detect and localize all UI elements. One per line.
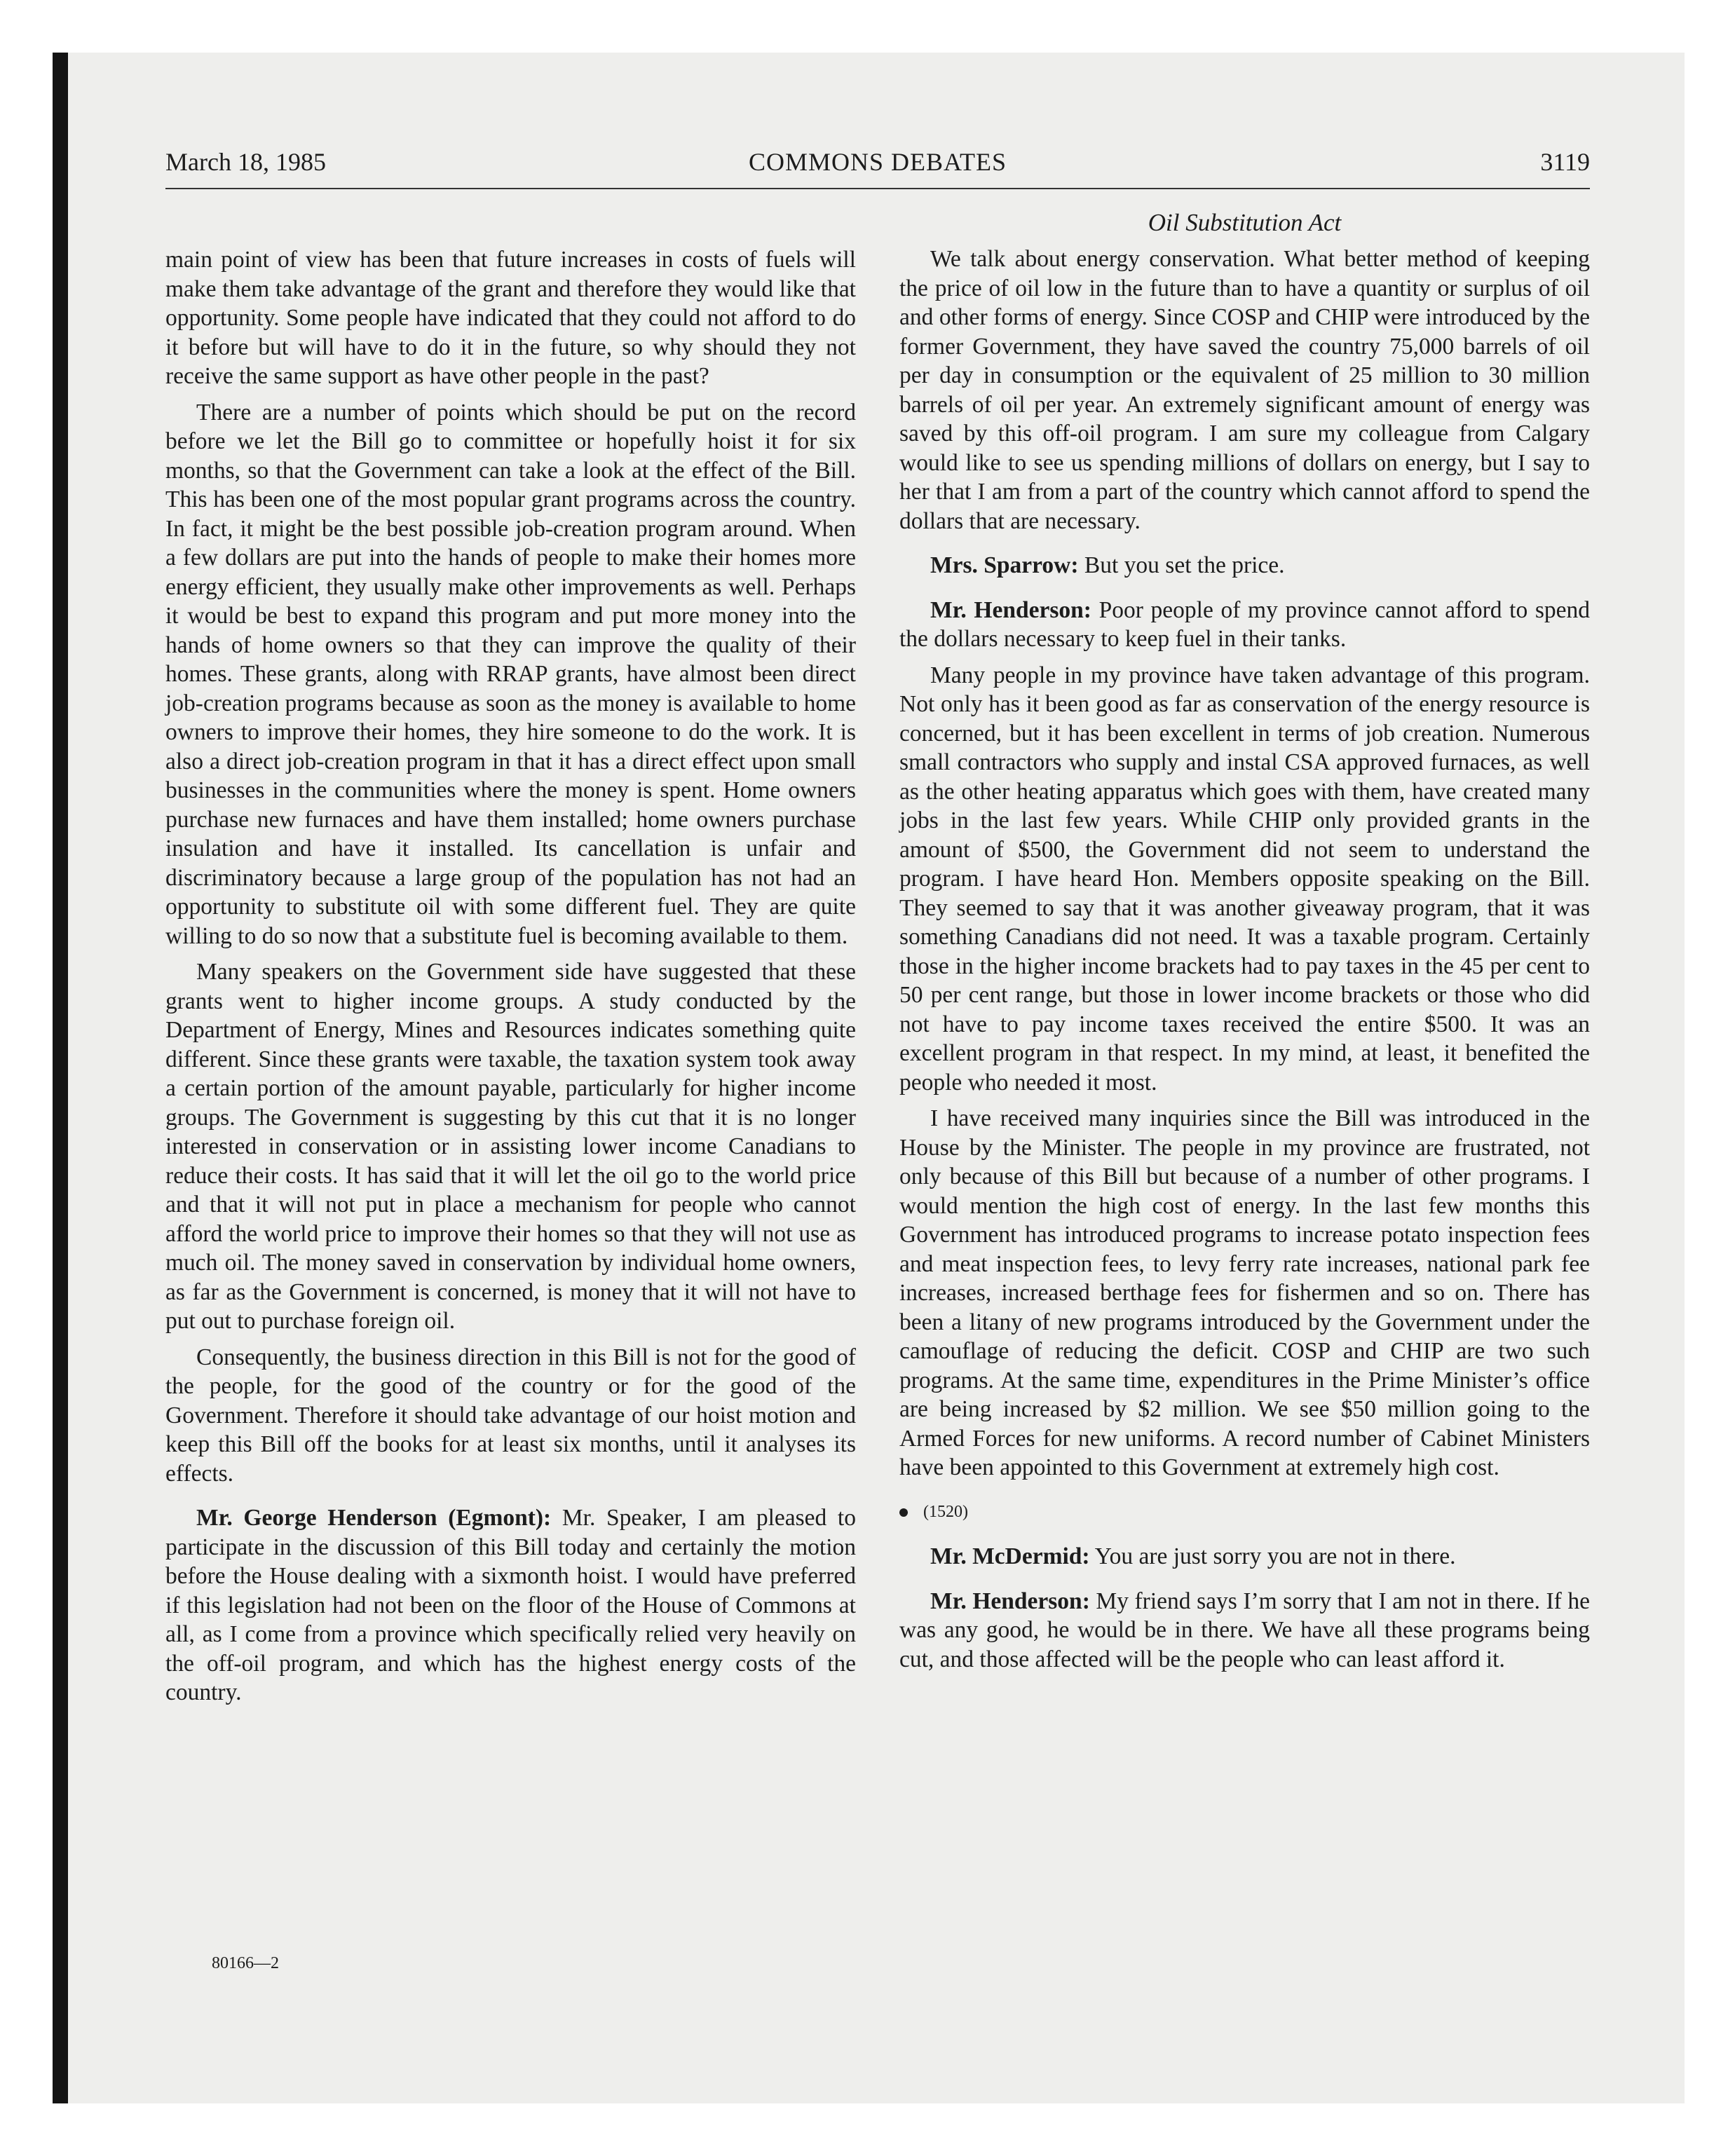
- speaker-name: Mr. McDermid:: [930, 1543, 1090, 1569]
- speech-paragraph: [899, 1587, 1590, 1674]
- right-column: [899, 207, 1590, 1681]
- body-paragraph: main point of view has been that future increases in costs of fuels will make them take advantage of the grant and therefore they would like that opportunity. Some people have indicated that they could not afford to do it before but will have to do it in the future, so why should they not receive the same support as have other people in the past?: [165, 247, 856, 389]
- header-page-number: 3119: [1540, 148, 1590, 176]
- header-rule: [165, 188, 1590, 189]
- running-header: [165, 140, 1590, 184]
- speech-paragraph: [899, 551, 1590, 580]
- speaker-name: Mrs. Sparrow:: [930, 552, 1079, 578]
- speech-text: Poor people of my province cannot afford to spend the dollars necessary to keep fuel in their tanks.: [899, 596, 1590, 652]
- bullet-icon: [899, 1508, 908, 1517]
- time-marker: [899, 1498, 1590, 1527]
- section-title: Oil Substitution Act: [1148, 209, 1342, 236]
- left-column: [165, 245, 856, 1714]
- speech-paragraph: [165, 1503, 856, 1707]
- speaker-name: Mr. Henderson:: [930, 1588, 1090, 1614]
- right-column-body: [899, 245, 1590, 1674]
- body-paragraph: We talk about energy conservation. What better method of keeping the price of oil low in the future than to have a quantity or surplus of oil and other forms of energy. Since COSP and CHIP were introduced by the former Government, they have saved the country 75,000 barrels of oil per day in consumption or the equivalent of 25 million to 30 million barrels of oil per year. An extremely significant amount of energy was saved by this off-oil program. I am sure my colleague from Calgary would like to see us spending millions of dollars on energy, but I say to her that I am from a part of the country which cannot afford to spend the dollars that are necessary.: [899, 246, 1590, 534]
- time-marker-text: (1520): [923, 1502, 968, 1521]
- speech-text: Mr. Speaker, I am pleased to participate in the discussion of this Bill today and certainly the motion before the House dealing with a sixmonth hoist. I would have preferred if this legislation had not been on the floor of the House of Commons at all, as I come from a province which specifically relied very heavily on the off-oil program, and which has the highest energy costs of the country.: [165, 1505, 856, 1705]
- speaker-name: Mr. George Henderson (Egmont):: [196, 1505, 552, 1531]
- body-paragraph: There are a number of points which should be put on the record before we let the Bill go to committee or hopefully hoist it for six months, so that the Government can take a look at the effect of the Bill. This has been one of the most popular grant programs across the country. In fact, it might be the best possible job-creation program around. When a few dollars are put into the hands of people to make their homes more energy efficient, they usually make other improvements as well. Perhaps it would be best to expand this program and put more money into the hands of home owners so that they can improve the quality of their homes. These grants, along with RRAP grants, have almost been direct job-creation programs because as soon as the money is available to home owners to improve their homes, they hire someone to do the work. It is also a direct job-creation program in that it has a direct effect upon small businesses in the communities where the money is spent. Home owners purchase new furnaces and have them installed; home owners purchase insulation and have it installed. Its cancellation is unfair and discriminatory because a large group of the population has not had an opportunity to substitute oil with some different fuel. They are quite willing to do so now that a substitute fuel is becoming available to them.: [165, 399, 856, 949]
- speaker-name: Mr. Henderson:: [930, 596, 1091, 623]
- speech-text: My friend says I’m sorry that I am not in there. If he was any good, he would be in there. We have all these programs being cut, and those affected will be the people who can least afford it.: [899, 1588, 1591, 1672]
- header-publication: COMMONS DEBATES: [748, 148, 1007, 176]
- speech-paragraph: [899, 596, 1590, 654]
- body-paragraph: Many people in my province have taken advantage of this program. Not only has it been good as far as conservation of the energy resource is concerned, but it has been excellent in terms of job creation. Numerous small contractors who supply and instal CSA approved furnaces, as well as the other heating apparatus which goes with them, have created many jobs in the last few years. While CHIP only provided grants in the amount of $500, the Government did not seem to understand the program. I have heard Hon. Members opposite speaking on the Bill. They seemed to say that it was another giveaway program, that it was something Canadians did not need. It was a taxable program. Certainly those in the higher income brackets had to pay taxes in the 45 per cent to 50 per cent range, but those in lower income brackets or those who did not have to pay income taxes received the entire $500. It was an excellent program in that respect. In my mind, at least, it benefited the people who needed it most.: [899, 662, 1590, 1096]
- body-paragraph: I have received many inquiries since the Bill was introduced in the House by the Minister. The people in my province are frustrated, not only because of this Bill but because of a number of other programs. I would mention the high cost of energy. In the last few months this Government has introduced programs to increase potato inspection fees and meat inspection fees, to levy ferry rate increases, national park fee increases, increased berthage fees for fishermen and so on. There has been a litany of new programs introduced by the Government under the camouflage of reducing the deficit. COSP and CHIP are two such programs. At the same time, expenditures in the Prime Minister’s office are being increased by $2 million. We see $50 million going to the Armed Forces for new uniforms. A record number of Cabinet Ministers have been appointed to this Government at extremely high cost.: [899, 1105, 1590, 1480]
- footer-code: 80166—2: [212, 1954, 279, 1972]
- document-page: [165, 140, 1590, 2019]
- speech-text: But you set the price.: [1084, 552, 1285, 578]
- speech-text: You are just sorry you are not in there.: [1094, 1543, 1456, 1569]
- body-paragraph: Many speakers on the Government side have suggested that these grants went to higher income groups. A study conducted by the Department of Energy, Mines and Resources indicates something quite different. Since these grants were taxable, the taxation system took away a certain portion of the amount payable, particularly for higher income groups. The Government is suggesting by this cut that it is no longer interested in conservation or in assisting lower income Canadians to reduce their costs. It has said that it will let the oil go to the world price and that it will not put in place a mechanism for people who cannot afford the world price to improve their homes so that they will not use as much oil. The money saved in conservation by individual home owners, as far as the Government is concerned, is money that it will not have to put out to purchase foreign oil.: [165, 959, 856, 1334]
- speech-paragraph: [899, 1542, 1590, 1571]
- scan-binding-edge: [53, 53, 68, 2103]
- header-date: March 18, 1985: [165, 148, 326, 176]
- body-paragraph: Consequently, the business direction in this Bill is not for the good of the people, for the good of the country or for the good of the Government. Therefore it should take advantage of our hoist motion and keep this Bill off the books for at least six months, until it analyses its effects.: [165, 1344, 856, 1487]
